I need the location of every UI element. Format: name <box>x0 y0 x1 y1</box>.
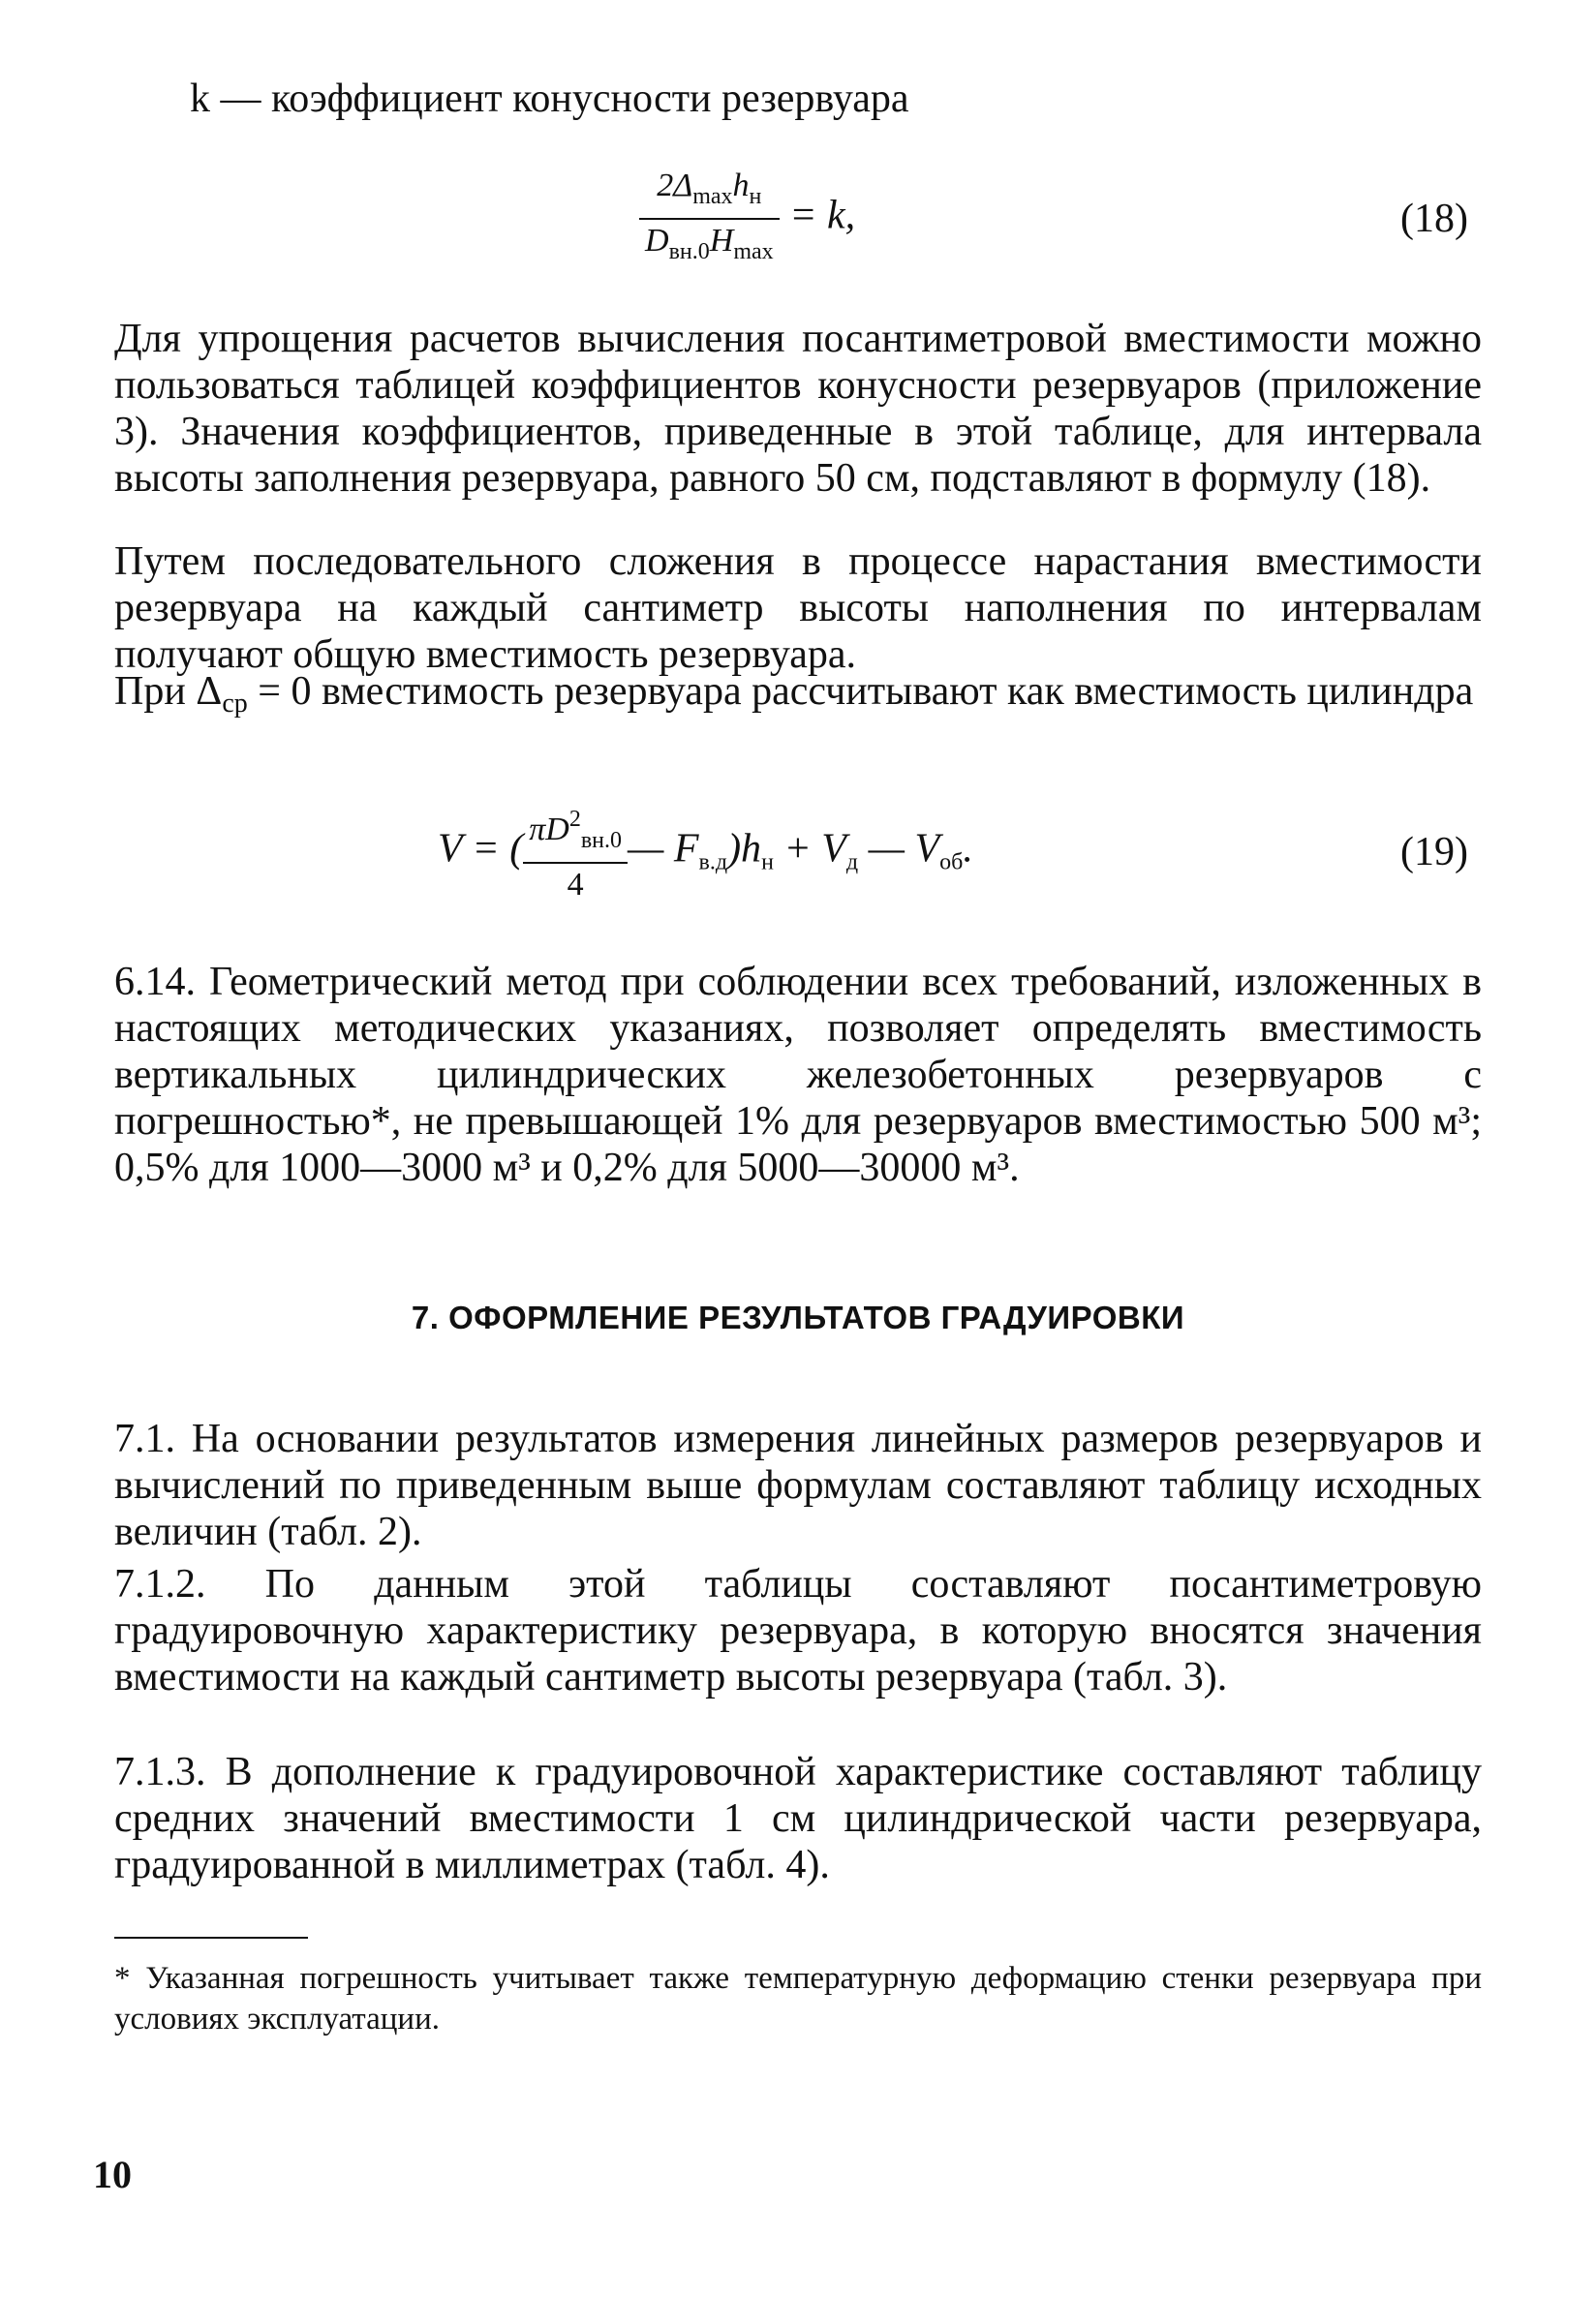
formula-18-rhs: = k, <box>789 193 856 238</box>
formula-19-denominator: 4 <box>567 867 584 903</box>
formula-18-numerator: $2\Delta_{max}h_н$ <box>639 167 780 220</box>
footnote: * Указанная погрешность учитывает также температурную деформацию стенки резервуара при условиях эксплуатации. <box>114 1961 1482 2037</box>
paragraph-3: При $\Delta_{ср} = 0$ вместимость резервуара рассчитывают как вместимость цилиндра <box>114 669 1474 719</box>
formula-19: V = ( $\frac{\pi D^2_{вн.0}}{4}$ — $F_{в.д})h_н + V_д$ — $V_{об}$. <box>438 800 973 904</box>
paragraph-7: 7.1.3. В дополнение к градуировочной характеристике составляют таблицу средних значений вместимости 1 см цилиндрической части резервуара, градуированной в миллиметрах (табл. 4). <box>114 1750 1482 1887</box>
page-number: 10 <box>93 2153 132 2196</box>
formula-19-number: (19) <box>1400 830 1468 874</box>
formula-18-fraction <box>639 167 780 271</box>
paragraph-5: 7.1. На основании результатов измерения линейных размеров резервуаров и вычислений по приведенным выше формулам составляют таблицу исходных величин (табл. 2). <box>114 1417 1482 1554</box>
section-heading: 7. ОФОРМЛЕНИЕ РЕЗУЛЬТАТОВ ГРАДУИРОВКИ <box>411 1300 1185 1335</box>
formula-18 <box>639 167 855 271</box>
footnote-divider <box>114 1937 308 1939</box>
paragraph-1: Для упрощения расчетов вычисления посантиметровой вместимости можно пользоваться таблицей коэффициентов конусности резервуаров (приложение 3). Значения коэффициентов, приведенные в этой таблице, для интервала высоты заполнения резервуара, равного 50 см, подставляют в формулу (18). <box>114 317 1482 501</box>
formula-19-numerator: $\pi D^2_{вн.0}$ <box>523 800 628 864</box>
paragraph-6: 7.1.2. По данным этой таблицы составляют посантиметровую градуировочную характеристику резервуара, в которую вносятся значения вместимости на каждый сантиметр высоты резервуара (табл. 3). <box>114 1562 1482 1700</box>
formula-19-fraction <box>523 800 628 904</box>
intro-line: k — коэффициент конусности резервуара <box>190 77 909 121</box>
paragraph-2: Путем последовательного сложения в процессе нарастания вместимости резервуара на каждый сантиметр высоты наполнения по интервалам получают общую вместимость резервуара. <box>114 539 1482 677</box>
formula-18-number: (18) <box>1400 197 1468 241</box>
paragraph-4: 6.14. Геометрический метод при соблюдении всех требований, изложенных в настоящих методических указаниях, позволяет определять вместимость вертикальных цилиндрических железобетонных резервуаров с погрешностью*, не превышающей 1% для резервуаров вместимостью 500 м³; 0,5% для 1000—3000 м³ и 0,2% для 5000—30000 м³. <box>114 960 1482 1190</box>
formula-18-denominator: $D_{вн.0}H_{max}$ <box>645 223 774 264</box>
